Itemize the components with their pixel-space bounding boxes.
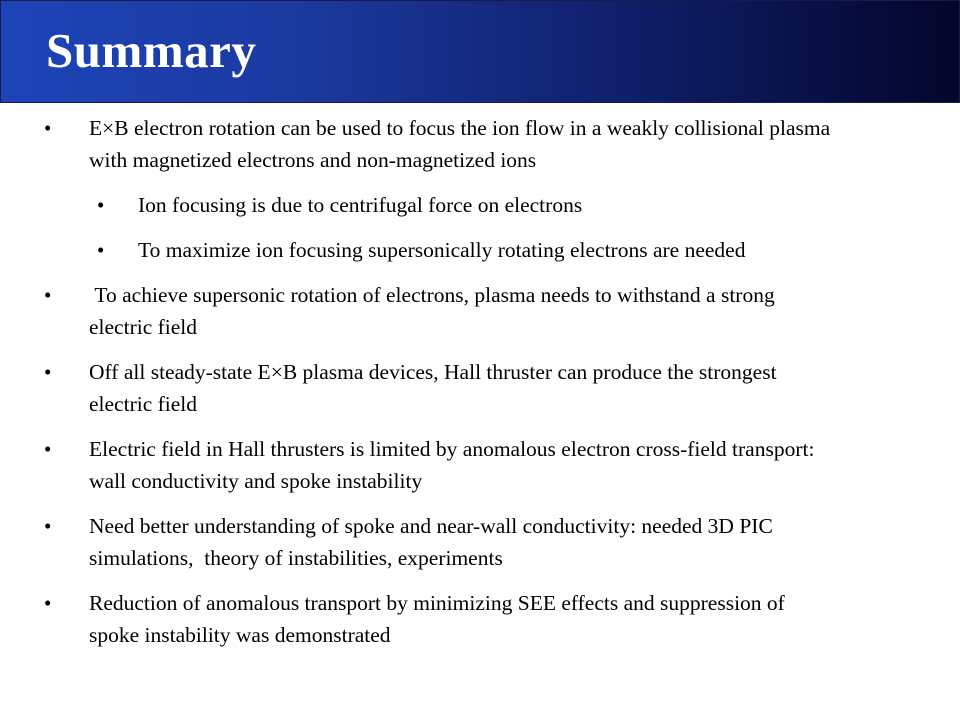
bullet-dot: • xyxy=(44,437,52,461)
bullet-item xyxy=(0,112,834,176)
bullet-item xyxy=(0,587,834,651)
bullet-dot: • xyxy=(44,360,52,384)
title-bar xyxy=(0,0,960,103)
slide-title: Summary xyxy=(46,23,257,78)
bullet-text: Off all steady-state E×B plasma devices, Hall thruster can produce the strongest electric field xyxy=(89,360,777,416)
bullet-text: To maximize ion focusing supersonically rotating electrons are needed xyxy=(138,238,746,262)
bullet-dot: • xyxy=(97,193,105,217)
bullet-list xyxy=(0,112,960,651)
bullet-dot: • xyxy=(44,514,52,538)
bullet-dot: • xyxy=(44,283,52,307)
bullet-dot: • xyxy=(44,116,52,140)
bullet-item xyxy=(0,510,834,574)
bullet-dot: • xyxy=(44,591,52,615)
bullet-text: Ion focusing is due to centrifugal force on electrons xyxy=(138,193,583,217)
bullet-text: To achieve supersonic rotation of electrons, plasma needs to withstand a strong electric field xyxy=(89,283,781,339)
sub-bullet-item xyxy=(0,189,838,221)
bullet-text: E×B electron rotation can be used to focus the ion flow in a weakly collisional plasma with magnetized electrons and non-magnetized ions xyxy=(89,116,831,172)
bullet-dot: • xyxy=(97,238,105,262)
bullet-text: Need better understanding of spoke and near-wall conductivity: needed 3D PIC simulations, theory of instabilities, experiments xyxy=(89,514,779,570)
bullet-text: Reduction of anomalous transport by minimizing SEE effects and suppression of spoke instability was demonstrated xyxy=(89,591,785,647)
bullet-text: Electric field in Hall thrusters is limited by anomalous electron cross-field transport: wall conductivity and spoke instability xyxy=(89,437,815,493)
bullet-item xyxy=(0,356,834,420)
sub-bullet-item xyxy=(0,234,838,266)
bullet-item xyxy=(0,279,834,343)
bullet-item xyxy=(0,433,834,497)
